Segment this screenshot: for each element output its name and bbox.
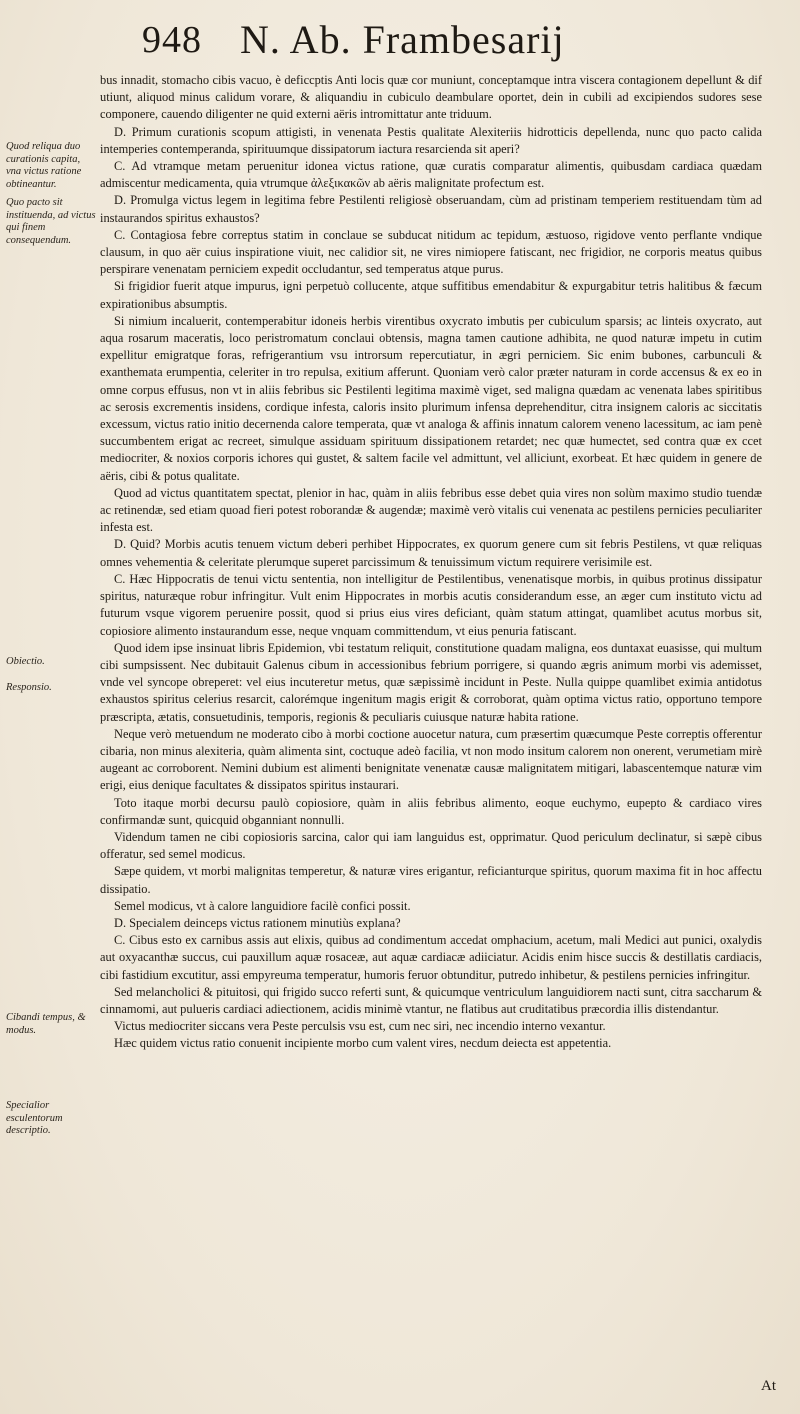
paragraph: Si frigidior fuerit atque impurus, igni perpetuò collucente, atque suffitibus emendabitur & expurgabitur tetris halitibus & fæcum expirationibus absumptis. — [100, 279, 762, 311]
catchword: At — [761, 1378, 776, 1394]
margin-note: Cibandi tempus, & modus. — [6, 1012, 86, 1036]
paragraph: C. Contagiosa febre correptus statim in conclaue se subducat nitidum ac tepidum, æstuoso, rigidove vento perflante vndique clausum, in quo aër cuius inspiratione viuit, nec calidior sit, ne vires nimiopere fatiscant, nec frigidior, ne corporis meatus quibus perspirare venenatam perniciem expedit occludantur, sed temperatus atque purus. — [100, 227, 762, 277]
paragraph: D. Specialem deinceps victus rationem minutiùs explana? — [114, 915, 401, 930]
paragraph: bus innadit, stomacho cibis vacuo, è deficcptis Anti locis quæ cor muniunt, conceptamque intra viscera contagionem depellunt & dif utiunt, aliquod minus calidum vorare, & aliquandiu in cubiculo deambulare oportet, dein in cubili ad excipiendos sudores sese componere, cauendo diligenter ne quid externi aëris intromittatur ante triduum. — [100, 73, 762, 122]
paragraph: C. Cibus esto ex carnibus assis aut elixis, quibus ad condimentum accedat omphacium, acetum, mali Medici aut punici, oxalydis aut oxyacanthæ succus, cui pauxillum aquæ rosaceæ, aut aquæ cardiacæ adiiciatur. Acidis enim hisce succis & destillatis cardiacis, cibi fastidium excutitur, assi empyreuma temperatur, humoris feruor obtunditur, putredo inhibetur, & pestilens pernicies infringitur. — [100, 933, 762, 982]
paragraph: Semel modicus, vt à calore languidiore facilè confici possit. — [114, 898, 411, 913]
margin-note: Quod reliqua duo curationis capita, vna victus ratione obtineantur. — [6, 141, 82, 190]
paragraph: Videndum tamen ne cibi copiosioris sarcina, calor qui iam languidus est, opprimatur. Quod periculum declinatur, si sæpè cibus offeratur, sed semel modicus. — [100, 829, 762, 862]
page-header — [130, 12, 770, 68]
paragraph: Quod ad victus quantitatem spectat, plenior in hac, quàm in aliis febribus esse debet quia vires non solùm maximo studio tuendæ ac retinendæ, sed etiam quoad fieri potest roborandæ & augendæ; maximè verò vitalis cui venenata ac pestilens pernicies peculiariter infesta est. — [100, 485, 762, 535]
margin-note: Quo pacto sit instituenda, ad victus qui finem consequendum. — [6, 197, 96, 246]
page-number: 948 — [142, 19, 202, 61]
paragraph: Victus mediocriter siccans vera Peste perculsis vsu est, cum nec siri, nec incendio interno vexantur. — [114, 1019, 606, 1034]
paragraph: D. Promulga victus legem in legitima febre Pestilenti religiosè obseruandam, cùm ad pristinam temperiem restituendam tùm ad instaurandos spiritus exhaustos? — [100, 193, 762, 225]
paragraph: D. Quid? Morbis acutis tenuem victum deberi perhibet Hippocrates, ex quorum genere cum sit febris Pestilens, vt quæ reliquas omnes vehementia & celeritate plerumque superet parcissimum & tenuissimum victum requirere verisimile est. — [100, 537, 762, 569]
paragraph: C. Ad vtramque metam peruenitur idonea victus ratione, quæ curatis comparatur alimentis, quibusdam cardiaca quædam admiscentur medicamenta, quia vtrumque ἀλεξικακῶν ab aëris malignitate profectum est. — [100, 159, 762, 191]
paragraph: Quod idem ipse insinuat libris Epidemion, vbi testatum reliquit, constitutione quadam maligna, eos duntaxat euasisse, qui multum cibi sumpsissent. Nec dubitauit Galenus cibum in accessionibus febrium porrigere, si quando ægris animum morbi vis ademisset, vnde vel syncope obreperet: vel eius incuteretur metus, quæ sæpissimè incidunt in Peste. Nulla quippe quamlibet eximia antidotus exhaustos spiritus celerius resarcit, calorémque ingenitum magis erigit & corroborat, quàm optima victus ratio, opportuno tempore præscripta, ætatis, consuetudinis, temporis, regionis & peculiaris cuiusque naturæ habita ratione. — [100, 640, 762, 724]
paragraph: C. Hæc Hippocratis de tenui victu sententia, non intelligitur de Pestilentibus, venenatisque morbis, in quibus protinus dissipatur spiritus, naturæque robur infringitur. Vult enim Hippocrates in morbis acutis considerandum esse, an æger cum instituto victu ad futurum vsque vigorem peruenire possit, quod si prius eius vires deficiant, quàm statum attingat, quamlibet acutus morbus sit, copiosiore alimento instaurandum esse, neque vnquam committendum, vt eius penuria fatiscant. — [100, 571, 762, 638]
running-title: N. Ab. Frambesarij — [240, 17, 565, 62]
margin-note: Specialior esculentorum descriptio. — [6, 1100, 63, 1136]
margin-notes — [6, 0, 96, 1414]
paragraph: Toto itaque morbi decursu paulò copiosiore, quàm in aliis febribus alimento, eoque euchymo, eupepto & cardiaco vires confirmandæ sunt, quicquid obganniant nonnulli. — [100, 795, 762, 827]
paragraph: Si nimium incaluerit, contemperabitur idoneis herbis virentibus oxycrato imbutis per cubiculum sparsis; ac linteis oxycrato, aut aqua rosarum maceratis, loco peristromatum conclaui obtensis, magna tamen cautione adhibita, ne quod naturæ impetu in cutim expellitur emigratque foras, refrigerantium vsu introrsum repercutiatur, in ægri perniciem. Sic enim bubones, carbunculi & exanthemata erumpentia, celeriter in tro repulsa, exitium afferunt. Quoniam verò calor præter naturam in corde accensus & ex eo in omne corpus effusus, non vt in aliis febribus sic Pestilenti legitima maximè viget, sed maligna quædam ac venenata labes spiritibus ac serosis excrementis insidens, cordique infesta, caloris insito plurimum infensa deprehenditur, citra insignem caloris ac siccitatis excessum, victus ratio initio decernenda calore temperata, quæ vt analoga & affinis innatum calorem veneno lacessitum, ac iam penè succumbentem erigat ac recreet, simulque assiduam spirituum dissipationem retardet; nec quæ humectet, sed contra quæ ex ccet mediocriter, & noxios corporis ichores qui gustet, & saltem facile vel admittunt, vel alliciunt, exorbeat. Et hæc quidem in genere de aëris, cibi & potus qualitate. — [100, 313, 762, 483]
paragraph: D. Primum curationis scopum attigisti, in venenata Pestis qualitate Alexiteriis hidrotticis depellenda, nunc quo pacto calida intemperies contemperanda, spirituumque dissipatorum iactura resarcienda sit aperi? — [100, 124, 762, 156]
paragraph: Hæc quidem victus ratio conuenit incipiente morbo cum valent vires, necdum deiecta est appetentia. — [114, 1036, 612, 1051]
paragraph: Sed melancholici & pituitosi, qui frigido succo referti sunt, & quicumque ventriculum languidiorem nacti sunt, citra saccharum & cinnamomi, aut pulueris cardiaci adiectionem, acidis minimè vtantur, ne flatibus aut cruditatibus præcordia illis distendantur. — [100, 984, 762, 1016]
paragraph: Neque verò metuendum ne moderato cibo à morbi coctione auocetur natura, cum præsertim quæcumque Peste correptis offerentur cibaria, non minus alexiteria, quàm alimenta sint, coctuque adeò facilia, vt non modo insitum calorem non onerent, verumetiam mirè augeant ac corroborent. Nemini dubium est alimenti benignitate venenatæ causæ malignitatem mitigari, labascentemque naturæ vim erigi, eius denique facultates & dissipatos spiritus instaurari. — [100, 726, 762, 793]
paragraph: Sæpe quidem, vt morbi malignitas temperetur, & naturæ vires erigantur, reficianturque spiritus, quorum maxima fit in hoc affectu dissipatio. — [100, 864, 762, 896]
margin-note: Responsio. — [6, 682, 52, 693]
main-text — [100, 72, 762, 1053]
margin-note: Obiectio. — [6, 656, 45, 667]
